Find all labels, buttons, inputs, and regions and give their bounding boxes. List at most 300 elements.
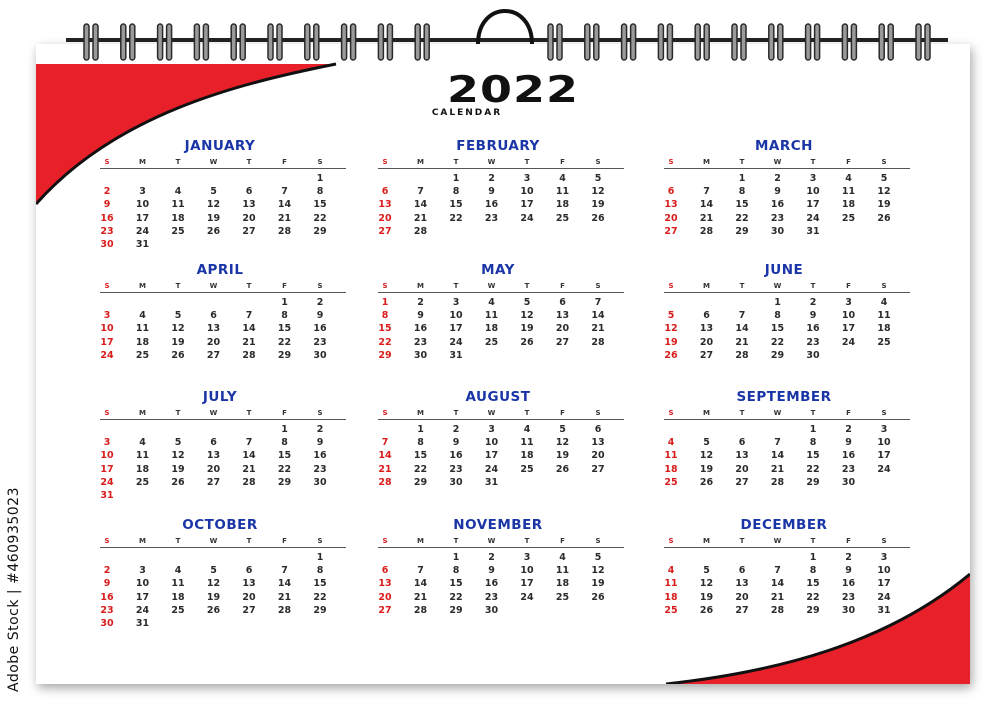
month-name: SEPTEMBER — [736, 389, 832, 405]
day-cell: 13 — [591, 437, 605, 449]
day-cell: 26 — [520, 336, 534, 348]
binding-ring — [305, 24, 310, 60]
day-cell: 11 — [484, 310, 499, 322]
day-cell: 3 — [488, 424, 495, 435]
day-cell: 10 — [520, 565, 534, 577]
day-cell: 12 — [591, 186, 605, 198]
day-cell: 7 — [774, 437, 781, 449]
day-cell: 10 — [806, 186, 820, 198]
day-cell: 17 — [806, 199, 820, 211]
weekday-header: S — [881, 158, 887, 166]
month-january — [100, 138, 350, 258]
weekday-header: F — [282, 409, 287, 417]
weekday-header: T — [175, 158, 181, 166]
day-cell: 2 — [488, 173, 495, 184]
day-cell: 14 — [242, 450, 256, 462]
month-name: APRIL — [196, 262, 244, 278]
day-cell: 3 — [139, 565, 146, 577]
day-cell: 25 — [841, 212, 856, 224]
weekday-header: T — [246, 282, 252, 290]
day-cell: 2 — [488, 552, 495, 563]
weekday-header: T — [453, 158, 459, 166]
day-cell: 17 — [520, 578, 534, 590]
day-cell: 10 — [135, 578, 150, 590]
day-cell: 28 — [735, 349, 749, 361]
day-cell: 28 — [277, 604, 292, 616]
weekday-header: F — [560, 409, 565, 417]
day-cell: 25 — [664, 476, 678, 488]
day-cell: 30 — [413, 349, 428, 361]
calendar-subtitle: CALENDAR — [431, 108, 503, 118]
day-cell: 15 — [413, 450, 428, 462]
day-cell: 12 — [664, 323, 678, 335]
day-cell: 5 — [703, 437, 710, 449]
day-cell: 10 — [520, 186, 534, 198]
binding-ring — [769, 24, 774, 60]
day-cell: 30 — [770, 225, 785, 237]
day-cell: 5 — [523, 297, 531, 308]
day-cell: 27 — [206, 476, 221, 488]
day-cell: 17 — [520, 199, 534, 211]
day-cell: 11 — [520, 437, 534, 449]
weekday-header: W — [209, 409, 218, 417]
header-rule — [664, 419, 910, 420]
day-cell: 26 — [591, 591, 605, 603]
day-cell: 20 — [735, 463, 749, 475]
weekday-header: S — [382, 282, 388, 290]
header-rule — [664, 547, 910, 548]
day-cell: 7 — [703, 186, 710, 198]
day-cell: 29 — [806, 604, 820, 616]
day-cell: 22 — [806, 463, 820, 475]
binding-ring — [658, 24, 663, 60]
day-cell: 24 — [100, 349, 114, 361]
day-cell: 16 — [100, 591, 114, 603]
day-cell: 19 — [699, 463, 714, 475]
binding-ring — [741, 24, 746, 60]
day-cell: 12 — [520, 310, 534, 322]
binding-ring — [806, 24, 811, 60]
day-cell: 27 — [242, 225, 256, 237]
day-cell: 29 — [277, 476, 292, 488]
weekday-header: W — [209, 158, 218, 166]
day-cell: 6 — [381, 186, 389, 198]
day-cell: 22 — [413, 463, 428, 475]
day-cell: 28 — [413, 225, 428, 237]
month-august — [378, 389, 628, 509]
day-cell: 23 — [100, 225, 114, 237]
day-cell: 11 — [171, 199, 185, 211]
day-cell: 3 — [139, 186, 146, 198]
month-name: JUNE — [764, 262, 804, 278]
day-cell: 31 — [449, 349, 463, 361]
day-cell: 9 — [316, 437, 324, 449]
day-cell: 19 — [206, 591, 221, 603]
binding-ring — [879, 24, 884, 60]
day-cell: 3 — [845, 297, 852, 308]
day-cell: 13 — [378, 578, 392, 590]
day-cell: 26 — [171, 476, 185, 488]
day-cell: 5 — [210, 186, 217, 198]
binding-ring — [842, 24, 847, 60]
day-cell: 24 — [877, 591, 891, 603]
header-rule — [100, 419, 346, 420]
day-cell: 13 — [699, 323, 714, 335]
day-cell: 26 — [664, 349, 678, 361]
day-cell: 16 — [484, 199, 499, 211]
day-cell: 26 — [206, 225, 221, 237]
day-cell: 12 — [206, 578, 221, 590]
weekday-header: W — [773, 409, 782, 417]
day-cell: 7 — [738, 310, 746, 322]
day-cell: 10 — [877, 437, 891, 449]
month-name: NOVEMBER — [453, 517, 543, 533]
day-cell: 3 — [523, 552, 531, 563]
day-cell: 5 — [559, 424, 566, 435]
day-cell: 11 — [555, 565, 570, 577]
day-cell: 24 — [841, 336, 856, 348]
weekday-header: F — [282, 537, 287, 545]
day-cell: 16 — [413, 323, 428, 335]
day-cell: 30 — [841, 604, 856, 616]
month-april — [100, 262, 350, 382]
day-cell: 26 — [699, 604, 714, 616]
month-name: DECEMBER — [740, 517, 828, 533]
binding-ring — [851, 24, 856, 60]
day-cell: 14 — [591, 310, 605, 322]
day-cell: 25 — [171, 604, 185, 616]
day-cell: 28 — [413, 604, 428, 616]
day-cell: 7 — [417, 565, 424, 577]
day-cell: 18 — [555, 199, 570, 211]
weekday-header: M — [139, 282, 146, 290]
day-cell: 5 — [210, 565, 217, 577]
day-cell: 1 — [417, 424, 424, 435]
day-cell: 2 — [103, 186, 111, 198]
day-cell: 12 — [171, 323, 185, 335]
weekday-header: W — [209, 537, 218, 545]
day-cell: 24 — [449, 336, 463, 348]
day-cell: 24 — [520, 591, 534, 603]
day-cell: 16 — [100, 212, 114, 224]
day-cell: 23 — [806, 336, 820, 348]
day-cell: 27 — [735, 476, 749, 488]
day-cell: 27 — [591, 463, 605, 475]
weekday-header: W — [773, 158, 782, 166]
day-cell: 6 — [667, 186, 675, 198]
weekday-header: S — [668, 537, 674, 545]
month-july — [100, 389, 350, 509]
binding-ring — [342, 24, 347, 60]
binding-ring — [194, 24, 199, 60]
weekday-header: F — [846, 537, 851, 545]
day-cell: 4 — [559, 552, 566, 563]
day-cell: 11 — [664, 578, 678, 590]
weekday-header: T — [810, 537, 816, 545]
day-cell: 2 — [452, 424, 460, 435]
day-cell: 4 — [667, 565, 675, 577]
weekday-header: S — [382, 158, 388, 166]
day-cell: 23 — [841, 463, 856, 475]
weekday-header: M — [703, 282, 710, 290]
day-cell: 7 — [245, 437, 253, 449]
day-cell: 13 — [206, 323, 221, 335]
weekday-header: S — [881, 537, 887, 545]
month-may — [378, 262, 628, 382]
day-cell: 19 — [520, 323, 534, 335]
day-cell: 13 — [735, 450, 749, 462]
day-cell: 10 — [100, 450, 114, 462]
day-cell: 19 — [555, 450, 570, 462]
weekday-header: S — [668, 158, 674, 166]
day-cell: 5 — [174, 437, 182, 449]
day-cell: 17 — [877, 450, 891, 462]
day-cell: 13 — [242, 578, 256, 590]
day-cell: 27 — [735, 604, 749, 616]
day-cell: 8 — [738, 186, 746, 198]
day-cell: 28 — [242, 349, 256, 361]
day-cell: 16 — [841, 450, 856, 462]
day-cell: 22 — [449, 212, 463, 224]
day-cell: 14 — [413, 199, 428, 211]
weekday-header: S — [668, 282, 674, 290]
day-cell: 1 — [452, 173, 460, 184]
day-cell: 7 — [381, 437, 389, 449]
weekday-header: S — [104, 282, 110, 290]
day-cell: 18 — [135, 463, 150, 475]
day-cell: 4 — [174, 186, 182, 198]
binding-ring — [622, 24, 627, 60]
binding-ring — [268, 24, 273, 60]
day-cell: 27 — [242, 604, 256, 616]
day-cell: 6 — [210, 437, 217, 449]
weekday-header: M — [139, 409, 146, 417]
day-cell: 11 — [135, 323, 150, 335]
day-cell: 13 — [378, 199, 392, 211]
day-cell: 14 — [277, 578, 292, 590]
day-cell: 20 — [378, 212, 392, 224]
weekday-header: S — [881, 409, 887, 417]
day-cell: 22 — [378, 336, 392, 348]
day-cell: 27 — [664, 225, 678, 237]
day-cell: 15 — [378, 323, 392, 335]
day-cell: 24 — [135, 225, 150, 237]
day-cell: 6 — [738, 565, 746, 577]
day-cell: 10 — [484, 437, 499, 449]
day-cell: 27 — [699, 349, 714, 361]
day-cell: 30 — [449, 476, 463, 488]
weekday-header: T — [524, 158, 530, 166]
day-cell: 17 — [484, 450, 499, 462]
day-cell: 3 — [103, 310, 111, 322]
day-cell: 21 — [735, 336, 749, 348]
day-cell: 25 — [484, 336, 499, 348]
day-cell: 15 — [806, 578, 820, 590]
binding-ring — [277, 24, 282, 60]
day-cell: 14 — [699, 199, 714, 211]
weekday-header: M — [417, 537, 424, 545]
header-rule — [378, 547, 624, 548]
day-cell: 19 — [877, 199, 891, 211]
day-cell: 26 — [555, 463, 570, 475]
day-cell: 9 — [488, 186, 495, 198]
day-cell: 19 — [591, 578, 605, 590]
day-cell: 24 — [877, 463, 891, 475]
day-cell: 21 — [591, 323, 605, 335]
binding-ring — [351, 24, 356, 60]
weekday-header: W — [487, 282, 496, 290]
day-cell: 11 — [664, 450, 678, 462]
weekday-header: W — [487, 537, 496, 545]
day-cell: 20 — [206, 336, 221, 348]
day-cell: 21 — [699, 212, 714, 224]
weekday-header: M — [417, 282, 424, 290]
day-cell: 4 — [880, 297, 888, 308]
day-cell: 11 — [877, 310, 891, 322]
weekday-header: S — [317, 409, 323, 417]
day-cell: 1 — [316, 552, 324, 563]
day-cell: 8 — [381, 310, 389, 322]
header-rule — [378, 292, 624, 293]
month-march — [664, 138, 914, 258]
binding-ring — [415, 24, 420, 60]
day-cell: 6 — [703, 310, 710, 322]
day-cell: 28 — [591, 336, 605, 348]
day-cell: 25 — [171, 225, 185, 237]
weekday-header: W — [209, 282, 218, 290]
day-cell: 20 — [206, 463, 221, 475]
month-name: JANUARY — [184, 138, 256, 154]
weekday-header: T — [739, 537, 745, 545]
header-rule — [664, 168, 910, 169]
day-cell: 29 — [449, 604, 463, 616]
weekday-header: S — [595, 409, 601, 417]
day-cell: 9 — [103, 199, 111, 211]
day-cell: 21 — [413, 212, 428, 224]
day-cell: 22 — [277, 463, 292, 475]
weekday-header: S — [104, 537, 110, 545]
day-cell: 27 — [206, 349, 221, 361]
day-cell: 21 — [242, 336, 256, 348]
weekday-header: F — [560, 158, 565, 166]
month-name: MARCH — [755, 138, 813, 154]
weekday-header: S — [317, 158, 323, 166]
day-cell: 30 — [484, 604, 499, 616]
weekday-header: S — [595, 282, 601, 290]
weekday-header: F — [846, 158, 851, 166]
month-june — [664, 262, 914, 382]
day-cell: 25 — [555, 212, 570, 224]
day-cell: 15 — [770, 323, 785, 335]
day-cell: 30 — [100, 239, 114, 250]
day-cell: 18 — [664, 591, 678, 603]
binding-ring — [704, 24, 709, 60]
day-cell: 18 — [171, 591, 185, 603]
weekday-header: S — [881, 282, 887, 290]
binding-ring — [93, 24, 98, 60]
day-cell: 31 — [806, 225, 820, 237]
day-cell: 16 — [484, 578, 499, 590]
binding-ring — [631, 24, 636, 60]
day-cell: 14 — [413, 578, 428, 590]
day-cell: 23 — [313, 336, 327, 348]
day-cell: 20 — [378, 591, 392, 603]
day-cell: 2 — [845, 552, 852, 563]
weekday-header: T — [739, 158, 745, 166]
day-cell: 17 — [449, 323, 463, 335]
day-cell: 16 — [449, 450, 463, 462]
day-cell: 8 — [281, 437, 288, 449]
day-cell: 5 — [594, 552, 602, 563]
day-cell: 9 — [809, 310, 817, 322]
day-cell: 1 — [381, 297, 389, 308]
day-cell: 8 — [452, 186, 460, 198]
weekday-header: T — [739, 282, 745, 290]
day-cell: 20 — [699, 336, 714, 348]
day-cell: 8 — [452, 565, 460, 577]
day-cell: 12 — [591, 565, 605, 577]
day-cell: 17 — [100, 463, 114, 475]
day-cell: 11 — [171, 578, 185, 590]
day-cell: 1 — [281, 424, 288, 435]
binding-ring — [778, 24, 783, 60]
day-cell: 13 — [664, 199, 678, 211]
day-cell: 21 — [242, 463, 256, 475]
day-cell: 23 — [100, 604, 114, 616]
day-cell: 29 — [806, 476, 820, 488]
weekday-header: S — [104, 158, 110, 166]
day-cell: 7 — [281, 565, 288, 577]
day-cell: 28 — [378, 476, 392, 488]
day-cell: 10 — [841, 310, 856, 322]
weekday-header: T — [246, 158, 252, 166]
month-december — [664, 517, 914, 637]
day-cell: 4 — [139, 310, 146, 322]
day-cell: 4 — [139, 437, 146, 449]
weekday-header: F — [282, 158, 287, 166]
day-cell: 8 — [281, 310, 288, 322]
day-cell: 1 — [281, 297, 288, 308]
day-cell: 12 — [555, 437, 570, 449]
day-cell: 25 — [135, 476, 150, 488]
day-cell: 18 — [664, 463, 678, 475]
day-cell: 1 — [452, 552, 460, 563]
day-cell: 15 — [277, 450, 292, 462]
weekday-header: M — [139, 158, 146, 166]
binding-ring — [84, 24, 89, 60]
day-cell: 7 — [774, 565, 781, 577]
weekday-header: T — [453, 409, 459, 417]
stock-watermark: Adobe Stock | #460935023 — [6, 487, 22, 693]
day-cell: 23 — [484, 212, 499, 224]
day-cell: 17 — [100, 336, 114, 348]
day-cell: 24 — [520, 212, 534, 224]
header-rule — [378, 168, 624, 169]
day-cell: 2 — [774, 173, 781, 184]
day-cell: 6 — [738, 437, 746, 449]
day-cell: 23 — [449, 463, 463, 475]
day-cell: 28 — [770, 604, 785, 616]
day-cell: 18 — [841, 199, 856, 211]
weekday-header: M — [417, 409, 424, 417]
weekday-header: T — [810, 158, 816, 166]
weekday-header: S — [317, 282, 323, 290]
day-cell: 1 — [738, 173, 746, 184]
day-cell: 4 — [667, 437, 675, 449]
month-name: FEBRUARY — [456, 138, 540, 154]
day-cell: 5 — [703, 565, 710, 577]
day-cell: 14 — [735, 323, 749, 335]
